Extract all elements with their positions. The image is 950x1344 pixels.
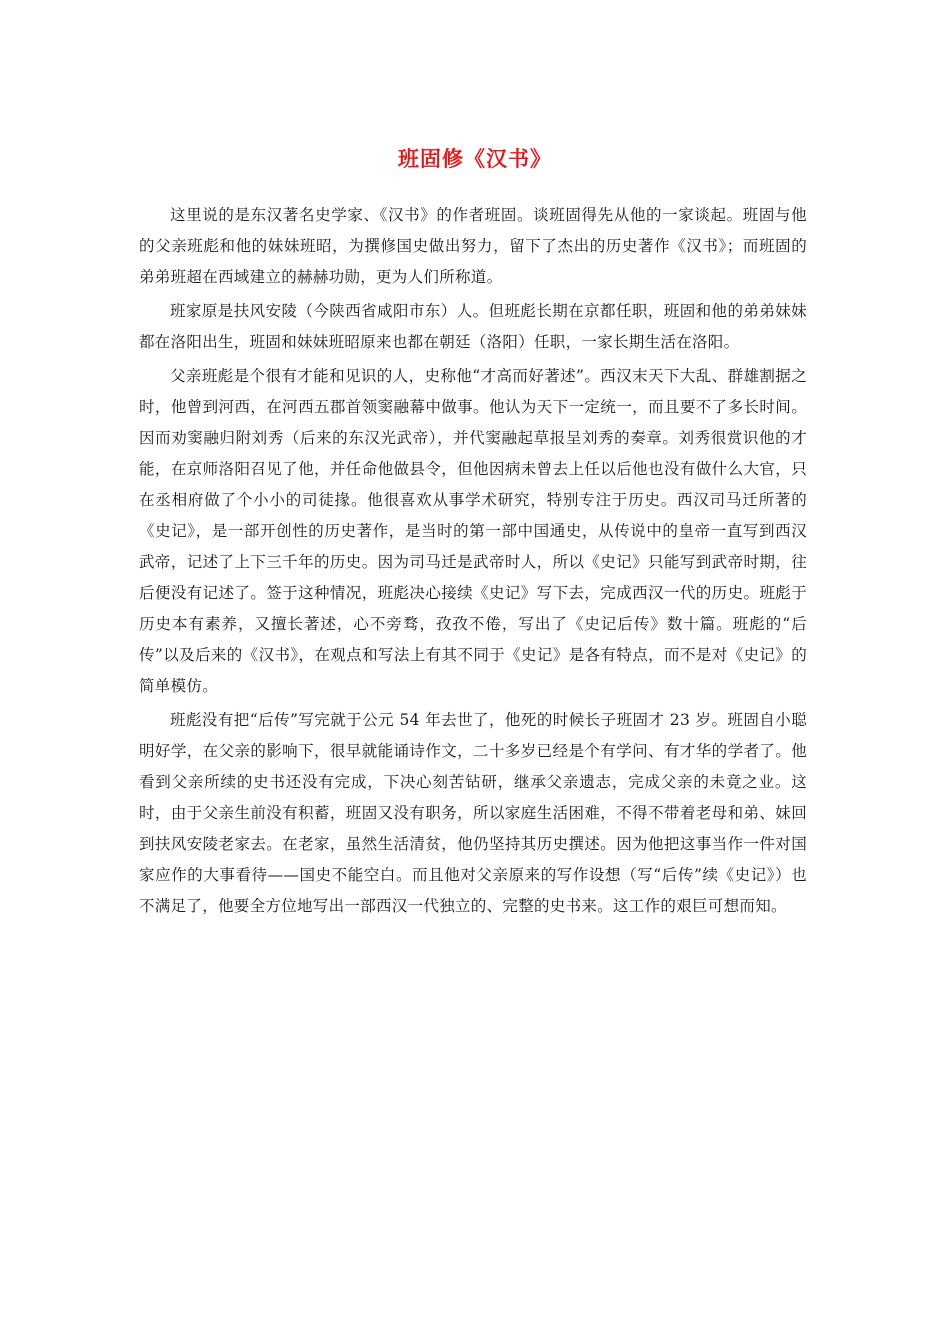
document-body <box>139 200 807 925</box>
paragraph-3: 父亲班彪是个很有才能和见识的人，史称他“才高而好著述”。西汉末天下大乱、群雄割据之时，他曾到河西，在河西五郡首领窦融幕中做事。他认为天下一定统一，而且要不了多长时间。因而劝窦融归附刘秀（后来的东汉光武帝），并代窦融起草报呈刘秀的奏章。刘秀很赏识他的才能，在京师洛阳召见了他，并任命他做县令，但他因病未曾去上任以后他也没有做什么大官，只在丞相府做了个小小的司徒掾。他很喜欢从事学术研究，特别专注于历史。西汉司马迁所著的《史记》，是一部开创性的历史著作，是当时的第一部中国通史，从传说中的皇帝一直写到西汉武帝，记述了上下三千年的历史。因为司马迁是武帝时人，所以《史记》只能写到武帝时期，往后便没有记述了。签于这种情况，班彪决心接续《史记》写下去，完成西汉一代的历史。班彪于历史本有素养，又擅长著述，心不旁骛，孜孜不倦，写出了《史记后传》数十篇。班彪的“后传”以及后来的《汉书》，在观点和写法上有其不同于《史记》是各有特点，而不是对《史记》的简单模仿。 <box>139 367 807 695</box>
paragraph-4: 班彪没有把“后传”写完就于公元 54 年去世了，他死的时候长子班固才 23 岁。班固自小聪明好学，在父亲的影响下，很早就能诵诗作文，二十多岁已经是个有学问、有才华的学者了。他看到父亲所续的史书还没有完成，下决心刻苦钻研，继承父亲遗志，完成父亲的未竟之业。这时，由于父亲生前没有积蓄，班固又没有职务，所以家庭生活困难，不得不带着老母和弟、妹回到扶风安陵老家去。在老家，虽然生活清贫，他仍坚持其历史撰述。因为他把这事当作一件对国家应作的大事看待——国史不能空白。而且他对父亲原来的写作设想（写“后传”续《史记》）也不满足了，他要全方位地写出一部西汉一代独立的、完整的史书来。这工作的艰巨可想而知。 <box>139 711 807 915</box>
document-title: 班固修《汉书》 <box>398 147 552 171</box>
paragraph-1: 这里说的是东汉著名史学家、《汉书》的作者班固。谈班固得先从他的一家谈起。班固与他的父亲班彪和他的妹妹班昭，为撰修国史做出努力，留下了杰出的历史著作《汉书》；而班固的弟弟班超在西域建立的赫赫功勋，更为人们所称道。 <box>139 206 807 286</box>
paragraph-2: 班家原是扶风安陵（今陕西省咸阳市东）人。但班彪长期在京都任职，班固和他的弟弟妹妹都在洛阳出生，班固和妹妹班昭原来也都在朝廷（洛阳）任职，一家长期生活在洛阳。 <box>139 302 807 351</box>
